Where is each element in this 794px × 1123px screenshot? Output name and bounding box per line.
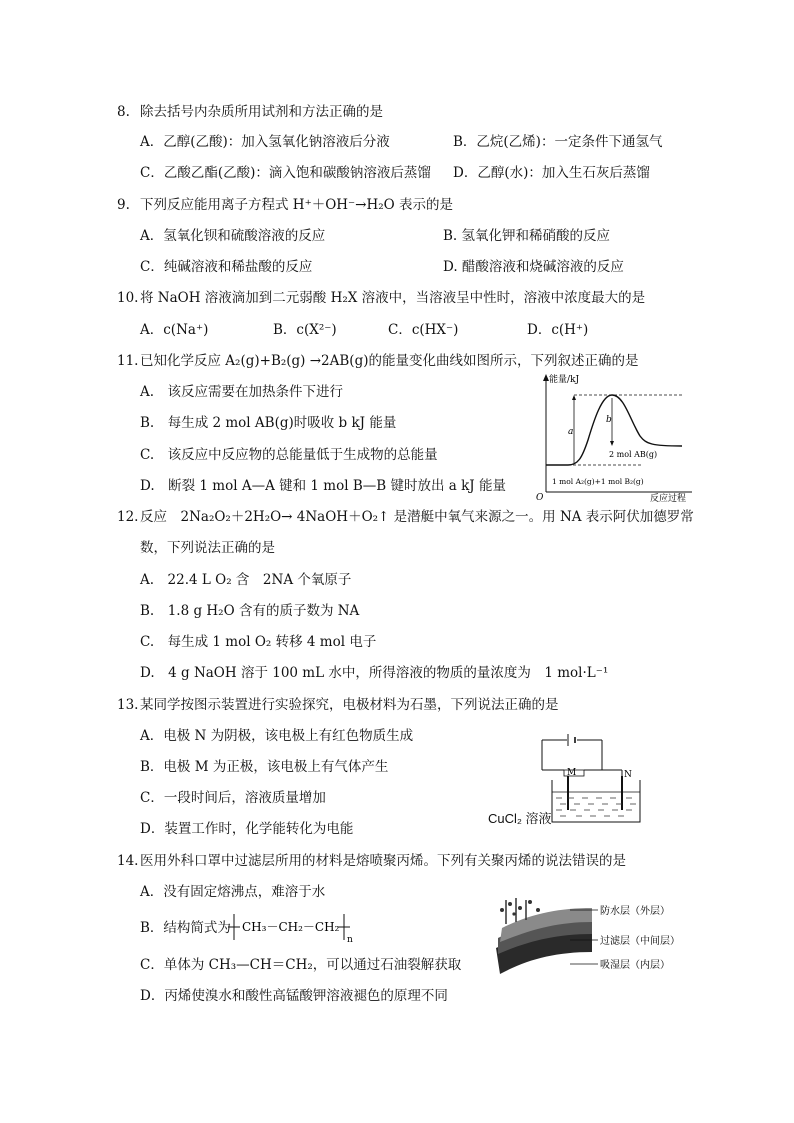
question-stem: 除去括号内杂质所用试剂和方法正确的是 [140,104,383,120]
label-outer-layer: 防水层（外层） [600,906,670,917]
option-d: D．乙醇(水)：加入生石灰后蒸馏 [453,165,650,181]
option-b: B．结构简式为 [140,920,231,936]
question-number: 10. [117,290,139,306]
option-c: C．单体为 CH₃—CH＝CH₂，可以通过石油裂解获取 [140,957,462,973]
option-c: C．纯碱溶液和稀盐酸的反应 [140,259,313,275]
option-c: C. 每生成 1 mol O₂ 转移 4 mol 电子 [140,634,377,650]
question-number: 13. [117,697,139,713]
option-d: D. 断裂 1 mol A—A 键和 1 mol B—B 键时放出 a kJ 能量 [140,478,506,494]
option-a: A. 22.4 L O₂ 含 2NA 个氧原子 [140,572,352,588]
option-a: A. 该反应需要在加热条件下进行 [140,384,344,400]
y-axis-label: 能量/kJ [549,375,580,385]
option-a: A．c(Na⁺) [140,322,209,338]
question-number: 12. [117,509,139,525]
option-d: D．丙烯使溴水和酸性高锰酸钾溶液褪色的原理不同 [140,988,448,1004]
option-b: B. 每生成 2 mol AB(g)时吸收 b kJ 能量 [140,415,397,431]
arrow-b-head [610,441,614,446]
question-number: 14. [117,853,139,869]
option-a: A．电极 N 为阴极，该电极上有红色物质生成 [140,728,414,744]
question-stem: 某同学按图示装置进行实验探究，电极材料为石墨，下列说法正确的是 [140,697,559,713]
option-c: C. 该反应中反应物的总能量低于生成物的总能量 [140,447,438,463]
question-stem: 下列反应能用离子方程式 H⁺＋OH⁻→H₂O 表示的是 [140,197,454,213]
question-stem-continued: 数，下列说法正确的是 [140,540,275,556]
option-b: B．电极 M 为正极，该电极上有气体产生 [140,759,389,775]
option-b: B．c(X²⁻) [273,322,337,338]
question-number: 11. [117,353,139,369]
option-b: B．乙烷(乙烯)：一定条件下通氢气 [453,134,663,150]
repeat-unit: CH₃－CH₂－CH₂ [242,920,340,934]
option-a: A．乙醇(乙酸)：加入氢氧化钠溶液后分液 [140,134,390,150]
option-a: A．氢氧化钡和硫酸溶液的反应 [140,228,326,244]
mask-layer-labels [570,900,690,976]
question-stem: 医用外科口罩中过滤层所用的材料是熔喷聚丙烯。下列有关聚丙烯的说法错误的是 [140,853,626,869]
question-number: 8. [117,104,130,120]
arrow-a-head [572,395,576,400]
option-d: D．装置工作时，化学能转化为电能 [140,821,354,837]
option-c: C．乙酸乙酯(乙酸)：滴入饱和碳酸钠溶液后蒸馏 [140,165,431,181]
label-middle-layer: 过滤层（中间层） [600,936,680,947]
question-number: 9. [117,197,130,213]
subscript-n: n [347,935,353,945]
product-label: 2 mol AB(g) [609,450,658,459]
label-a: a [568,427,574,437]
label-n: N [624,770,632,780]
question-stem: 将 NaOH 溶液滴加到二元弱酸 H₂X 溶液中，当溶液呈中性时，溶液中浓度最大的是 [140,290,646,306]
question-stem: 已知化学反应 A₂(g)+B₂(g) →2AB(g)的能量变化曲线如图所示，下列叙述正确的是 [140,353,639,369]
label-m: M [567,768,577,778]
option-d: D．c(H⁺) [527,322,589,338]
solution-label: CuCl₂ 溶液 [488,811,552,826]
x-axis-label: 反应过程 [650,494,687,504]
option-a: A．没有固定熔沸点，难溶于水 [140,884,326,900]
label-b: b [606,415,612,425]
question-stem: 反应 2Na₂O₂＋2H₂O→ 4NaOH＋O₂↑ 是潜艇中氧气来源之一。用 NA 表示阿伏加德罗常 [140,509,694,525]
energy-diagram [532,370,704,504]
polymer-formula [228,908,358,946]
option-c: C．c(HX⁻) [388,322,459,338]
origin-label: O [536,493,544,503]
reactant-label: 1 mol A₂(g)+1 mol B₂(g) [552,477,644,486]
option-c: C．一段时间后，溶液质量增加 [140,790,326,806]
option-d: D. 4 g NaOH 溶于 100 mL 水中，所得溶液的物质的量浓度为 1 mol·L⁻¹ [140,665,609,681]
option-b: B. 氢氧化钾和稀硝酸的反应 [443,228,611,244]
label-inner-layer: 吸湿层（内层） [600,960,670,971]
option-b: B. 1.8 g H₂O 含有的质子数为 NA [140,603,360,619]
option-d: D. 醋酸溶液和烧碱溶液的反应 [443,259,624,275]
